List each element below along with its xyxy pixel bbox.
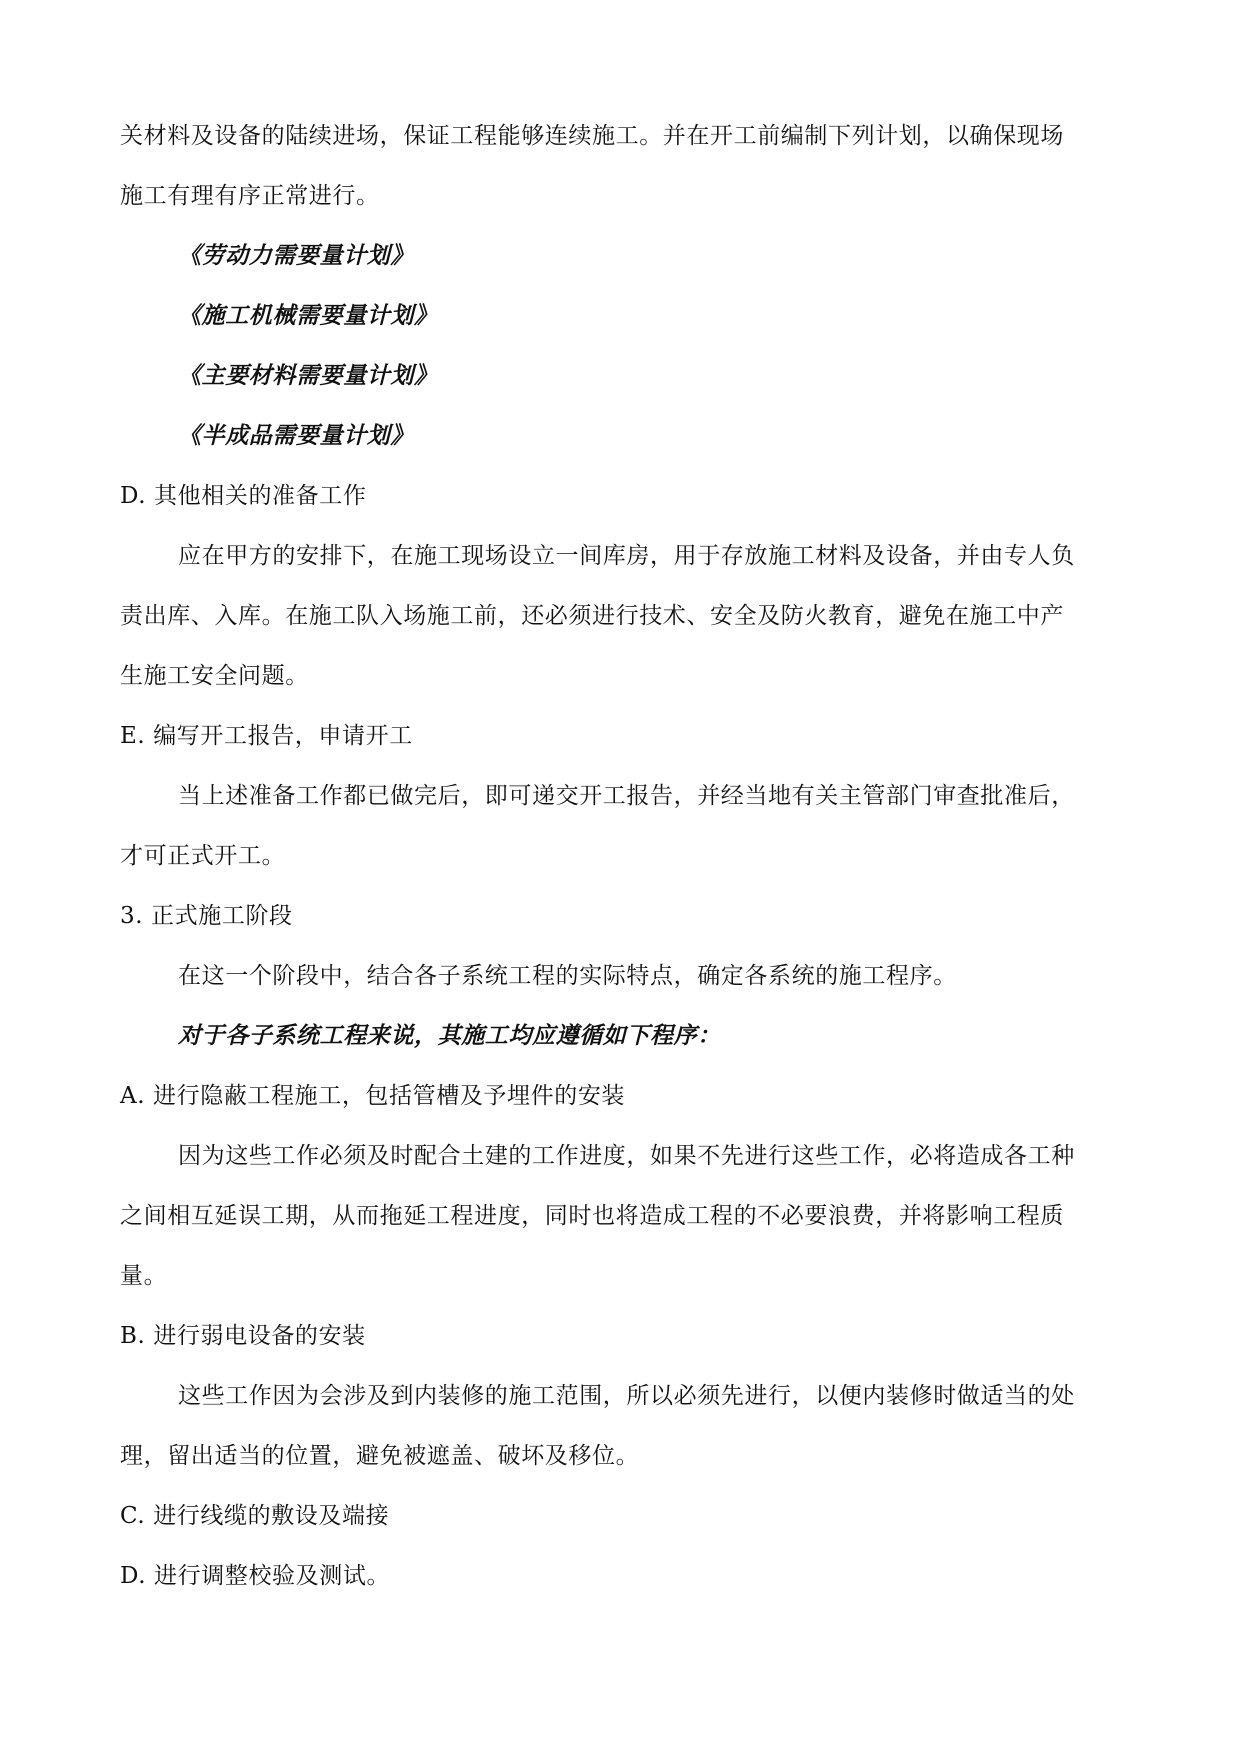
paragraph-line: 才可正式开工。 (120, 843, 286, 869)
paragraph-line: 之间相互延误工期，从而拖延工程进度，同时也将造成工程的不必要浪费，并将影响工程质 (120, 1203, 1064, 1229)
section-heading-e: E. 编写开工报告，申请开工 (120, 723, 413, 749)
paragraph-line: 关材料及设备的陆续进场，保证工程能够连续施工。并在开工前编制下列计划，以确保现场 (120, 123, 1064, 149)
paragraph-line: 量。 (120, 1263, 168, 1289)
section-heading-b: B. 进行弱电设备的安装 (120, 1323, 366, 1349)
paragraph-line: 这些工作因为会涉及到内装修的施工范围，所以必须先进行，以便内装修时做适当的处 (178, 1383, 1075, 1409)
paragraph-line: 理，留出适当的位置，避免被遮盖、破坏及移位。 (120, 1443, 640, 1469)
section-heading-d-final: D. 进行调整校验及测试。 (120, 1563, 391, 1589)
plan-title-materials: 《主要材料需要量计划》 (178, 362, 438, 389)
section-heading-3: 3. 正式施工阶段 (120, 903, 293, 929)
paragraph-line: 责出库、入库。在施工队入场施工前，还必须进行技术、安全及防火教育，避免在施工中产 (120, 603, 1064, 629)
plan-title-labor: 《劳动力需要量计划》 (178, 242, 414, 269)
paragraph-line: 应在甲方的安排下，在施工现场设立一间库房，用于存放施工材料及设备，并由专人负 (178, 543, 1075, 569)
paragraph-line: 因为这些工作必须及时配合土建的工作进度，如果不先进行这些工作，必将造成各工种 (178, 1143, 1075, 1169)
paragraph-line: 在这一个阶段中，结合各子系统工程的实际特点，确定各系统的施工程序。 (178, 963, 957, 989)
document-body (120, 121, 1130, 1621)
section-heading-c: C. 进行线缆的敷设及端接 (120, 1503, 390, 1529)
plan-title-machinery: 《施工机械需要量计划》 (178, 302, 438, 329)
section-heading-d: D. 其他相关的准备工作 (120, 483, 367, 509)
plan-title-semi-finished: 《半成品需要量计划》 (178, 422, 414, 449)
paragraph-line: 当上述准备工作都已做完后，即可递交开工报告，并经当地有关主管部门审查批准后， (178, 783, 1075, 809)
emphasis-line: 对于各子系统工程来说，其施工均应遵循如下程序： (178, 1022, 721, 1049)
paragraph-line: 施工有理有序正常进行。 (120, 183, 380, 209)
paragraph-line: 生施工安全问题。 (120, 663, 309, 689)
section-heading-a: A. 进行隐蔽工程施工，包括管槽及予埋件的安装 (120, 1083, 626, 1109)
